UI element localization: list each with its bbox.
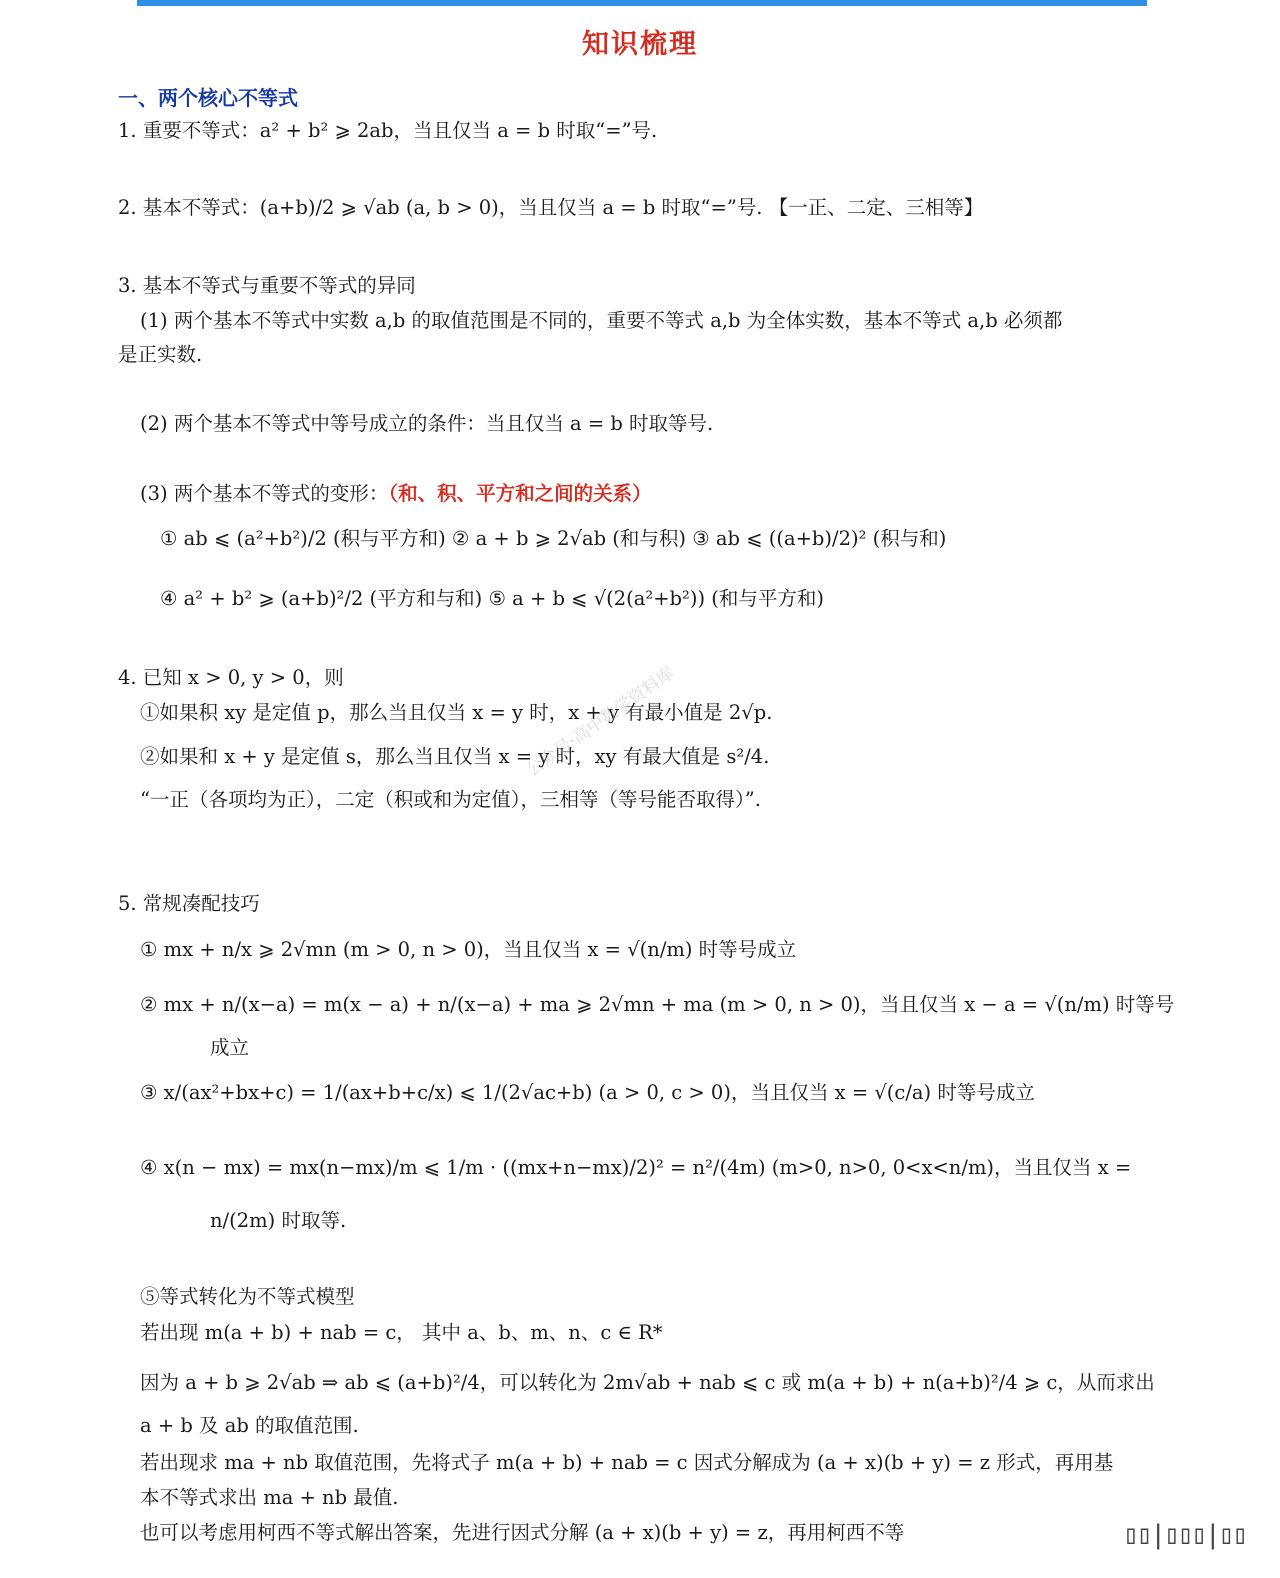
text-line: 是正实数. xyxy=(118,343,203,366)
text-line: 2. 基本不等式：(a+b)/2 ⩾ √ab (a, b > 0)，当且仅当 a = b 时取“=”号. 【一正、二定、三相等】 xyxy=(118,196,984,219)
text-line-main: (3) 两个基本不等式的变形： xyxy=(140,482,389,505)
text-line: 若出现求 ma + nb 取值范围，先将式子 m(a + b) + nab = c 因式分解成为 (a + x)(b + y) = z 形式，再用基 xyxy=(140,1451,1114,1474)
formula-line: ② mx + n/(x−a) = m(x − a) + n/(x−a) + ma ⩾ 2√mn + ma (m > 0, n > 0)，当且仅当 x − a = √(n/m) 时等号 xyxy=(140,993,1175,1016)
text-line: 也可以考虑用柯西不等式解出答案，先进行因式分解 (a + x)(b + y) = z，再用柯西不等 xyxy=(140,1521,905,1544)
formula-line: ④ x(n − mx) = mx(n−mx)/m ⩽ 1/m · ((mx+n−mx)/2)² = n²/(4m) (m>0, n>0, 0<x<n/m)，当且仅当 x = xyxy=(140,1156,1132,1179)
text-line: n/(2m) 时取等. xyxy=(210,1209,347,1232)
text-line: 4. 已知 x > 0, y > 0，则 xyxy=(118,666,344,689)
section-heading: 一、两个核心不等式 xyxy=(118,86,298,110)
formula-line: ① ab ⩽ (a²+b²)/2 (积与平方和) ② a + b ⩾ 2√ab (和与积) ③ ab ⩽ ((a+b)/2)² (积与和) xyxy=(160,527,947,550)
text-line: (2) 两个基本不等式中等号成立的条件：当且仅当 a = b 时取等号. xyxy=(140,412,714,435)
formula-line: ③ x/(ax²+bx+c) = 1/(ax+b+c/x) ⩽ 1/(2√ac+b) (a > 0, c > 0)，当且仅当 x = √(c/a) 时等号成立 xyxy=(140,1081,1035,1104)
formula-line: ④ a² + b² ⩾ (a+b)²/2 (平方和与和) ⑤ a + b ⩽ √(2(a²+b²)) (和与平方和) xyxy=(160,587,824,610)
text-line: 1. 重要不等式：a² + b² ⩾ 2ab，当且仅当 a = b 时取“=”号. xyxy=(118,119,658,142)
corner-logo-mark: ▯▯|▯▯▯|▯▯ xyxy=(1117,1520,1252,1550)
text-line: 成立 xyxy=(210,1036,250,1059)
text-line: ⑤等式转化为不等式模型 xyxy=(140,1285,355,1308)
text-line xyxy=(140,481,652,507)
text-line: a + b 及 ab 的取值范围. xyxy=(140,1414,359,1437)
watermark: 公众号·高中数学资料库 xyxy=(522,663,679,781)
red-note: （和、积、平方和之间的关系） xyxy=(388,482,652,505)
formula-line: 因为 a + b ⩾ 2√ab ⇒ ab ⩽ (a+b)²/4，可以转化为 2m√ab + nab ⩽ c 或 m(a + b) + n(a+b)²/4 ⩾ c，从而求出 xyxy=(140,1371,1155,1394)
text-line: 5. 常规凑配技巧 xyxy=(118,892,260,915)
formula-line: ① mx + n/x ⩾ 2√mn (m > 0, n > 0)，当且仅当 x = √(n/m) 时等号成立 xyxy=(140,938,797,961)
text-line: “一正（各项均为正），二定（积或和为定值），三相等（等号能否取得）”. xyxy=(140,788,761,811)
text-line: (1) 两个基本不等式中实数 a,b 的取值范围是不同的，重要不等式 a,b 为全体实数，基本不等式 a,b 必须都 xyxy=(140,309,1063,332)
text-line: 若出现 m(a + b) + nab = c， 其中 a、b、m、n、c ∈ R* xyxy=(140,1321,663,1344)
text-line: ①如果积 xy 是定值 p，那么当且仅当 x = y 时，x + y 有最小值是 2√p. xyxy=(140,701,773,724)
page-title: 知识梳理 xyxy=(582,29,698,60)
text-line: 3. 基本不等式与重要不等式的异同 xyxy=(118,274,416,297)
top-accent-bar xyxy=(137,0,1147,6)
text-line: 本不等式求出 ma + nb 最值. xyxy=(140,1486,399,1509)
text-line: ②如果和 x + y 是定值 s，那么当且仅当 x = y 时，xy 有最大值是 s²/4. xyxy=(140,745,770,768)
